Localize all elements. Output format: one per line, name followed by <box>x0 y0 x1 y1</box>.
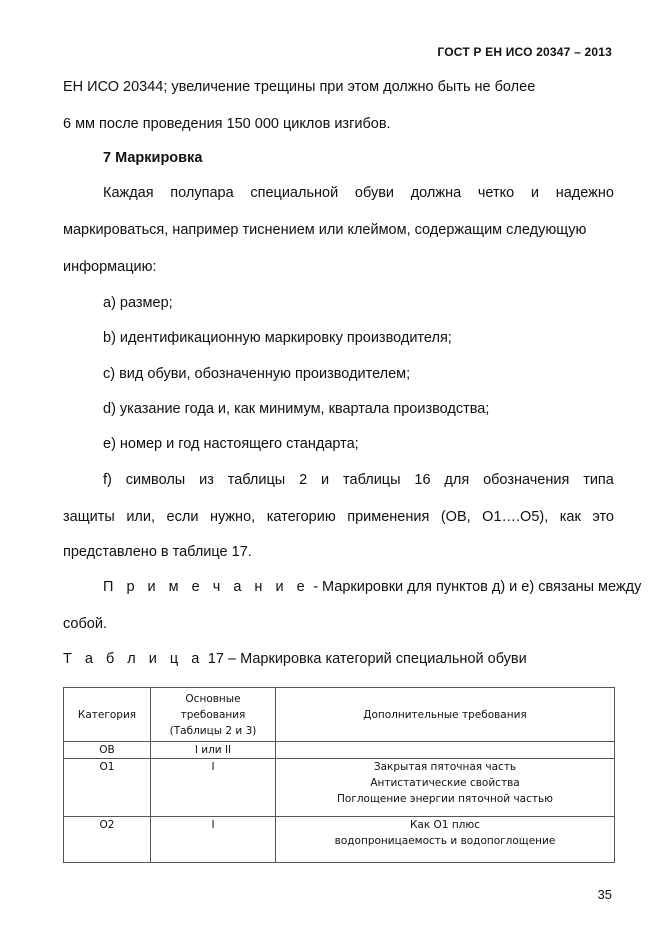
marking-table <box>63 687 615 863</box>
word: О1….О5), <box>482 509 549 525</box>
word: таблицы <box>343 472 401 488</box>
word: Каждая <box>103 185 154 201</box>
table-row <box>64 759 615 817</box>
cell-basic: I <box>151 759 276 817</box>
cell-extra <box>276 759 615 817</box>
document-header: ГОСТ Р ЕН ИСО 20347 – 2013 <box>437 45 612 59</box>
word: нужно, <box>209 509 256 525</box>
cell-extra <box>276 817 615 863</box>
word: 2 <box>299 472 308 488</box>
note-label: П р и м е ч а н и е <box>103 579 310 595</box>
word: символы <box>125 472 186 488</box>
section-heading: 7 Маркировка <box>103 150 203 166</box>
word: или, <box>126 509 156 525</box>
list-item: d) указание года и, как минимум, квартала производства; <box>103 401 490 417</box>
table-caption-text: 17 – Маркировка категорий специальной обуви <box>203 651 527 667</box>
cell-basic: I или II <box>151 742 276 759</box>
word: f) <box>103 472 112 488</box>
cell-category: О1 <box>64 759 151 817</box>
text-line: маркироваться, например тиснением или клеймом, содержащим следующую <box>63 222 587 238</box>
word: 16 <box>414 472 431 488</box>
table-row <box>64 742 615 759</box>
word: и <box>321 472 330 488</box>
word: обуви <box>354 185 394 201</box>
word: должна <box>410 185 462 201</box>
note-continuation: собой. <box>63 616 107 632</box>
list-item: c) вид обуви, обозначенную производителем; <box>103 366 411 382</box>
table-caption-label: Т а б л и ц а <box>63 651 204 667</box>
word: если <box>166 509 199 525</box>
table-row <box>64 817 615 863</box>
header-cell-extra: Дополнительные требования <box>276 688 615 742</box>
word: (ОВ, <box>440 509 471 525</box>
list-item: e) номер и год настоящего стандарта; <box>103 436 359 452</box>
text-line: представлено в таблице 17. <box>63 544 252 560</box>
note-text: - Маркировки для пунктов д) и е) связаны между <box>309 579 642 595</box>
extra-line: водопроницаемость и водопоглощение <box>334 835 556 847</box>
word: полупара <box>170 185 234 201</box>
extra-line: Антистатические свойства <box>370 777 520 789</box>
word: как <box>559 509 581 525</box>
word: для <box>444 472 470 488</box>
word: из <box>199 472 214 488</box>
list-item-f-line-2 <box>63 508 614 526</box>
word: защиты <box>63 509 115 525</box>
page-number: 35 <box>597 887 612 902</box>
cell-category: О2 <box>64 817 151 863</box>
extra-line: Закрытая пяточная часть <box>373 761 517 773</box>
cell-category: ОВ <box>64 742 151 759</box>
text-line: информацию: <box>63 259 157 275</box>
text-line: ЕН ИСО 20344; увеличение трещины при этом должно быть не более <box>63 79 536 95</box>
cell-extra <box>276 742 615 759</box>
list-item: a) размер; <box>103 295 173 311</box>
word: специальной <box>250 185 339 201</box>
word: обозначения <box>483 472 570 488</box>
text-line: 6 мм после проведения 150 000 циклов изгибов. <box>63 116 391 132</box>
table-header-row <box>64 688 615 742</box>
extra-line: Как О1 плюс <box>409 819 481 831</box>
extra-line: Поглощение энергии пяточной частью <box>337 793 553 805</box>
header-cell-category: Категория <box>64 688 151 742</box>
word: типа <box>583 472 614 488</box>
word: это <box>592 509 614 525</box>
word: применения <box>347 509 430 525</box>
word: таблицы <box>227 472 286 488</box>
cell-basic: I <box>151 817 276 863</box>
intro-line-1 <box>103 184 614 202</box>
list-item: b) идентификационную маркировку производителя; <box>103 330 452 346</box>
word: надежно <box>555 185 614 201</box>
word: и <box>530 185 540 201</box>
header-cell-basic: Основные требования (Таблицы 2 и 3) <box>151 688 276 742</box>
word: категорию <box>266 509 336 525</box>
list-item-f-line-1 <box>103 471 614 489</box>
word: четко <box>477 185 515 201</box>
note <box>103 578 641 596</box>
table-caption <box>63 650 527 668</box>
